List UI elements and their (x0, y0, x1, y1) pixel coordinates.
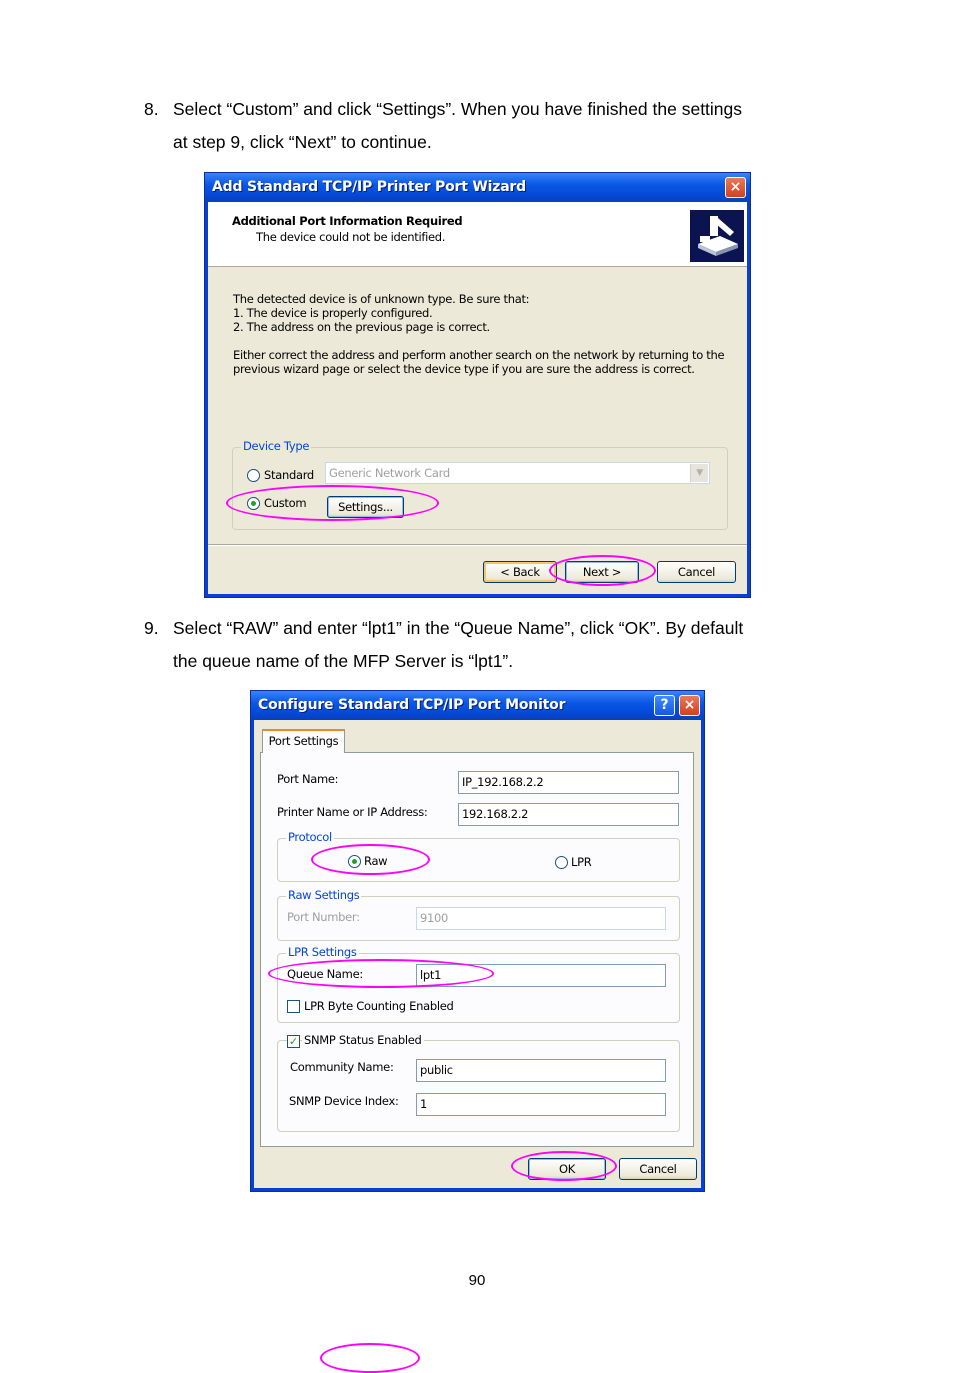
printer-name-label: Printer Name or IP Address: (277, 805, 428, 819)
lpr-label: LPR (571, 855, 592, 869)
body-line-2: 1. The device is properly configured. (233, 306, 433, 320)
body-line-4: Either correct the address and perform another search on the network by returning to the (233, 348, 725, 362)
cancel-button[interactable]: Cancel (657, 561, 736, 583)
highlight-queue-name (268, 959, 494, 988)
device-type-legend: Device Type (243, 439, 310, 453)
next-button[interactable]: Next > (565, 561, 639, 583)
monitor-client (254, 720, 701, 1188)
printer-address-input[interactable]: 192.168.2.2 (458, 803, 679, 826)
header-title: Additional Port Information Required (232, 214, 463, 228)
wizard-title: Add Standard TCP/IP Printer Port Wizard (212, 179, 526, 195)
body-line-3: 2. The address on the previous page is correct. (233, 320, 490, 334)
step-line-1: Select “RAW” and enter “lpt1” in the “Queue Name”, click “OK”. By default (173, 618, 744, 638)
lpr-byte-label: LPR Byte Counting Enabled (304, 999, 454, 1013)
step-9-instruction (144, 612, 824, 678)
community-input[interactable]: public (416, 1059, 666, 1082)
wizard-dialog (204, 172, 751, 598)
highlight-next (549, 555, 656, 586)
raw-settings-group (277, 888, 680, 941)
highlight-custom-settings (226, 485, 439, 521)
port-name-input[interactable]: IP_192.168.2.2 (458, 771, 679, 794)
page-number: 90 (468, 1272, 486, 1289)
lpr-radio[interactable] (555, 856, 568, 869)
step-8-instruction (144, 93, 824, 159)
lpr-byte-checkbox[interactable] (287, 1000, 300, 1013)
port-monitor-dialog (250, 690, 705, 1192)
port-number-label: Port Number: (287, 910, 360, 924)
queue-name-input[interactable]: lpt1 (416, 964, 666, 987)
close-icon[interactable]: × (679, 695, 700, 716)
header-subtitle: The device could not be identified. (256, 230, 446, 244)
lpr-settings-legend: LPR Settings (288, 945, 357, 959)
checkmark-icon[interactable]: ✓ (287, 1035, 300, 1048)
body-line-1: The detected device is of unknown type. Be sure that: (233, 292, 530, 306)
protocol-legend: Protocol (288, 830, 332, 844)
help-icon[interactable]: ? (654, 695, 675, 716)
highlight-fragment (320, 1343, 420, 1373)
wizard-header (208, 202, 747, 267)
wizard-client (208, 202, 747, 594)
ok-button[interactable]: OK (528, 1158, 606, 1180)
close-icon[interactable]: × (725, 177, 746, 198)
snmp-group (277, 1033, 680, 1132)
body-line-5: previous wizard page or select the device type if you are sure the address is correct. (233, 362, 695, 376)
step-line-2: at step 9, click “Next” to continue. (173, 132, 432, 152)
raw-label: Raw (364, 854, 388, 868)
footer-divider (208, 544, 747, 546)
cancel-button[interactable]: Cancel (619, 1158, 697, 1180)
device-index-input[interactable]: 1 (416, 1093, 666, 1116)
standard-device-select (325, 462, 710, 484)
standard-radio[interactable] (247, 469, 260, 482)
device-index-label: SNMP Device Index: (289, 1094, 399, 1108)
wizard-titlebar (205, 173, 750, 202)
highlight-raw (311, 844, 430, 875)
snmp-label: SNMP Status Enabled (304, 1033, 422, 1047)
tab-port-settings[interactable]: Port Settings (262, 729, 345, 753)
step-line-1: Select “Custom” and click “Settings”. When you have finished the settings (173, 99, 743, 119)
queue-name-label: Queue Name: (287, 967, 363, 981)
standard-label: Standard (264, 468, 314, 482)
highlight-ok (511, 1151, 617, 1181)
monitor-titlebar (251, 691, 704, 720)
community-label: Community Name: (290, 1060, 394, 1074)
custom-label: Custom (264, 496, 307, 510)
tab-panel (260, 752, 694, 1147)
printer-port-icon (690, 210, 744, 262)
settings-button[interactable]: Settings... (327, 496, 404, 518)
monitor-title: Configure Standard TCP/IP Port Monitor (258, 697, 566, 713)
port-name-label: Port Name: (277, 772, 339, 786)
step-number: 8. (144, 99, 159, 119)
step-number: 9. (144, 618, 159, 638)
raw-settings-legend: Raw Settings (288, 888, 360, 902)
step-line-2: the queue name of the MFP Server is “lpt1”. (173, 651, 514, 671)
port-number-input: 9100 (416, 907, 666, 930)
chevron-down-icon: ▼ (690, 464, 708, 482)
back-button[interactable]: < Back (483, 561, 557, 583)
standard-device-value: Generic Network Card (329, 466, 450, 480)
